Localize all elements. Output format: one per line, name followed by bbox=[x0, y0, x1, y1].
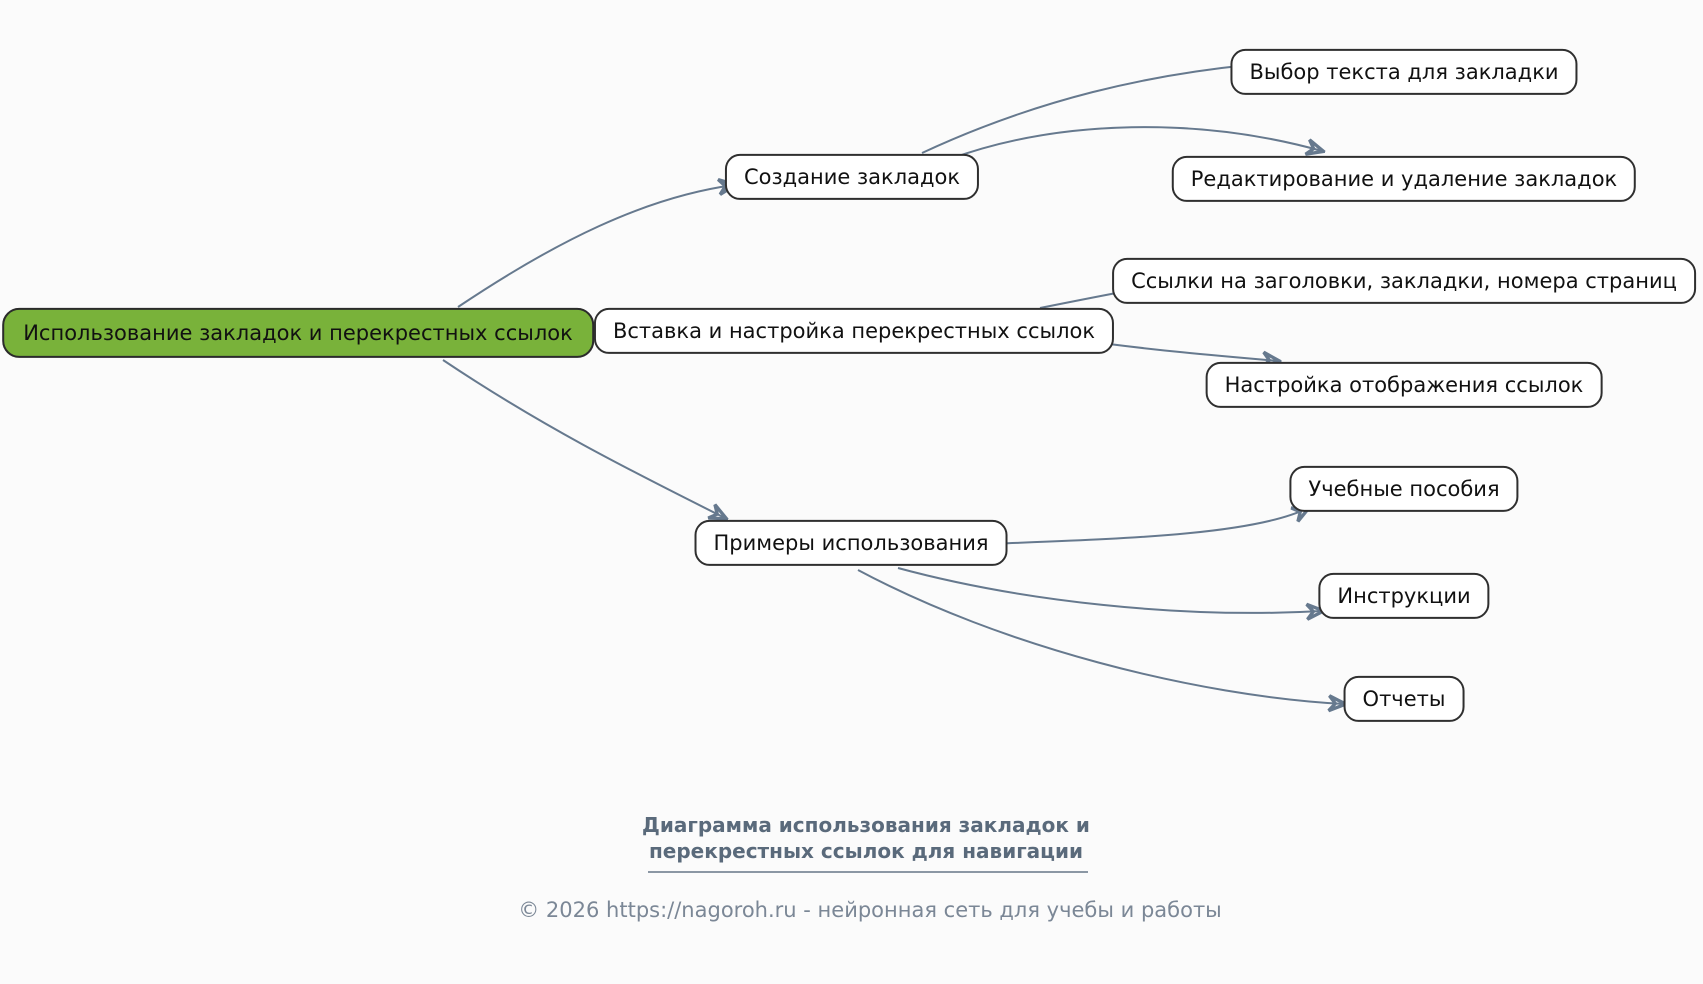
edge-examples-to-reports bbox=[858, 570, 1344, 704]
leaf-node-reports: Отчеты bbox=[1344, 676, 1465, 722]
leaf-node-instructions: Инструкции bbox=[1318, 573, 1489, 619]
footer-credit: © 2026 https://nagoroh.ru - нейронная сеть для учебы и работы bbox=[518, 898, 1222, 922]
diagram-caption bbox=[642, 812, 1090, 865]
caption-line-1: Диаграмма использования закладок и bbox=[642, 813, 1090, 837]
leaf-node-text-selection: Выбор текста для закладки bbox=[1230, 49, 1577, 95]
caption-line-2: перекрестных ссылок для навигации bbox=[648, 839, 1084, 864]
leaf-node-links-headings-pages: Ссылки на заголовки, закладки, номера страниц bbox=[1112, 258, 1696, 304]
edge-examples-to-instructions bbox=[898, 568, 1322, 613]
caption-divider bbox=[648, 871, 1088, 873]
branch-node-create-bookmarks: Создание закладок bbox=[725, 154, 979, 200]
edge-examples-to-manuals bbox=[987, 508, 1308, 544]
branch-node-insert-crossrefs: Вставка и настройка перекрестных ссылок bbox=[594, 308, 1114, 354]
root-node-bookmarks-crossrefs: Использование закладок и перекрестных ссылок bbox=[2, 308, 594, 358]
edge-create-to-edit-delete bbox=[950, 127, 1322, 159]
edge-create-to-text-selection bbox=[922, 65, 1248, 153]
edge-root-to-usage-examples bbox=[443, 360, 725, 518]
edge-root-to-create-bookmarks bbox=[458, 185, 734, 307]
leaf-node-link-display-settings: Настройка отображения ссылок bbox=[1206, 362, 1603, 408]
branch-node-usage-examples: Примеры использования bbox=[695, 520, 1008, 566]
leaf-node-manuals: Учебные пособия bbox=[1289, 466, 1518, 512]
leaf-node-edit-delete-bookmarks: Редактирование и удаление закладок bbox=[1172, 156, 1636, 202]
